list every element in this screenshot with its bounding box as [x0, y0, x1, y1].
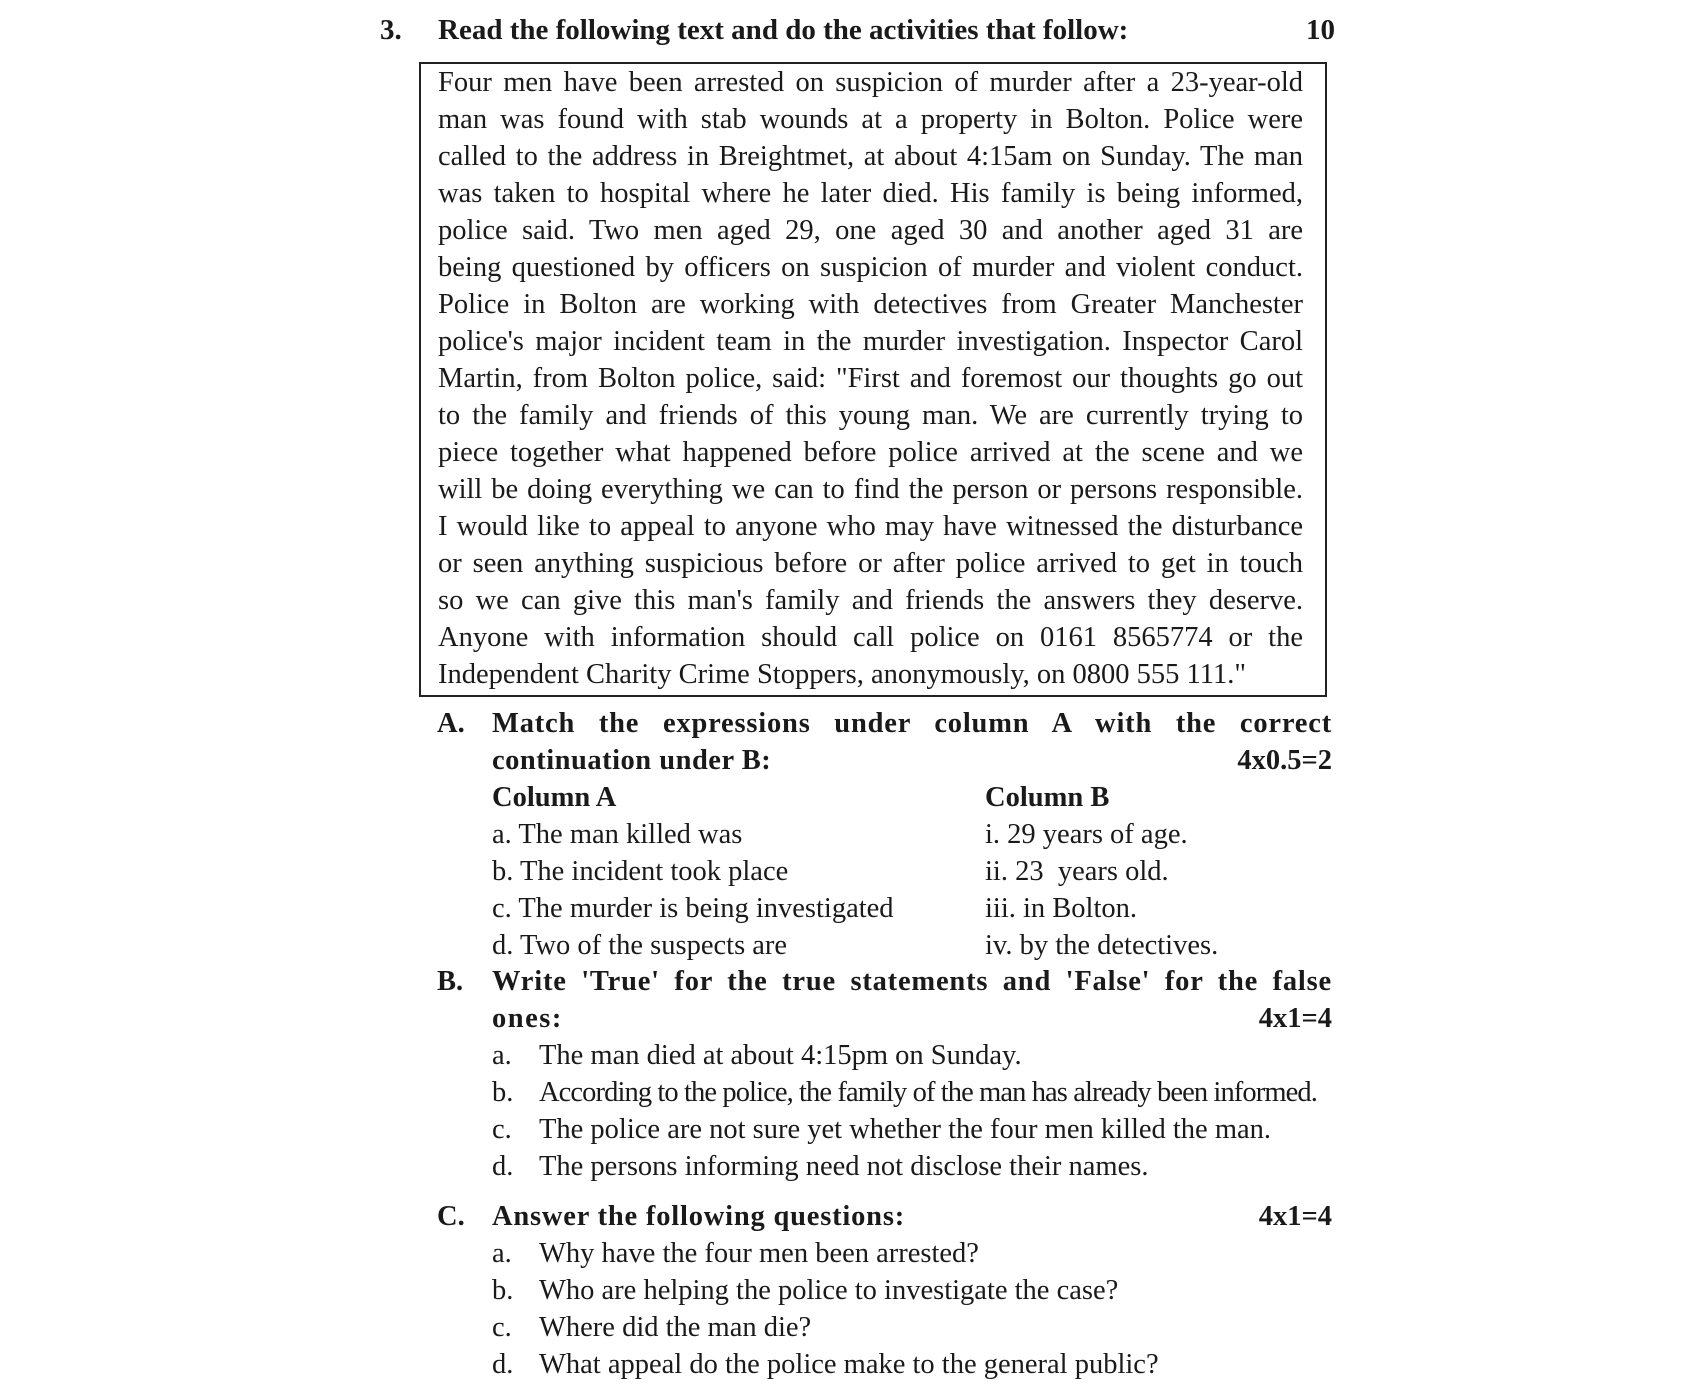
- section-a-instruction-line1: Match the expressions under column A with the correct: [492, 708, 1332, 739]
- section-c-item-letter: d.: [492, 1349, 514, 1380]
- passage-line: man was found with stab wounds at a property in Bolton. Police were: [438, 104, 1303, 135]
- section-b-item-letter: d.: [492, 1151, 514, 1182]
- passage-line: police said. Two men aged 29, one aged 30 and another aged 31 are: [438, 215, 1303, 246]
- passage-line: being questioned by officers on suspicion of murder and violent conduct.: [438, 252, 1303, 283]
- question-number: 3.: [380, 14, 402, 46]
- passage-line: will be doing everything we can to find the person or persons responsible.: [438, 474, 1303, 505]
- column-a-item: c. The murder is being investigated: [492, 893, 894, 924]
- passage-line: I would like to appeal to anyone who may have witnessed the disturbance: [438, 511, 1303, 542]
- section-c-title: Answer the following questions:: [492, 1201, 906, 1232]
- section-b-item-text: The police are not sure yet whether the four men killed the man.: [539, 1114, 1272, 1145]
- passage-line: or seen anything suspicious before or after police arrived to get in touch: [438, 548, 1303, 579]
- passage-line: called to the address in Breightmet, at about 4:15am on Sunday. The man: [438, 141, 1303, 172]
- passage-line: piece together what happened before police arrived at the scene and we: [438, 437, 1303, 468]
- section-b-item-letter: a.: [492, 1040, 512, 1071]
- section-c-item-letter: b.: [492, 1275, 514, 1306]
- passage-line: police's major incident team in the murder investigation. Inspector Carol: [438, 326, 1303, 357]
- question-marks: 10: [1306, 14, 1335, 46]
- column-b-item: iv. by the detectives.: [985, 930, 1219, 961]
- passage-line: to the family and friends of this young man. We are currently trying to: [438, 400, 1303, 431]
- section-b-item-text: The man died at about 4:15pm on Sunday.: [539, 1040, 1022, 1071]
- passage-line: Martin, from Bolton police, said: "First and foremost our thoughts go out: [438, 363, 1303, 394]
- section-b-instruction-line1: Write 'True' for the true statements and 'False' for the false: [492, 966, 1332, 997]
- passage-line: so we can give this man's family and friends the answers they deserve.: [438, 585, 1303, 616]
- section-c-item-text: What appeal do the police make to the general public?: [539, 1349, 1159, 1380]
- column-a-item: a. The man killed was: [492, 819, 743, 850]
- section-b-instruction-line2: ones:: [492, 1003, 563, 1034]
- section-c-item-text: Why have the four men been arrested?: [539, 1238, 979, 1269]
- passage-line: was taken to hospital where he later died. His family is being informed,: [438, 178, 1303, 209]
- column-a-header: Column A: [492, 782, 617, 813]
- section-c-item-letter: c.: [492, 1312, 512, 1343]
- section-b-letter: B.: [437, 966, 464, 997]
- section-a-marks: 4x0.5=2: [1237, 745, 1332, 776]
- section-c-item-text: Who are helping the police to investigate the case?: [539, 1275, 1119, 1306]
- passage-line: Independent Charity Crime Stoppers, anonymously, on 0800 555 111.": [438, 659, 1246, 690]
- section-b-item-letter: c.: [492, 1114, 512, 1145]
- section-c-letter: C.: [437, 1201, 465, 1232]
- section-a-letter: A.: [437, 708, 465, 739]
- section-b-item-text: According to the police, the family of the man has already been informed.: [539, 1077, 1317, 1108]
- column-b-item: ii. 23 years old.: [985, 856, 1169, 887]
- column-a-item: b. The incident took place: [492, 856, 789, 887]
- section-c-item-letter: a.: [492, 1238, 512, 1269]
- passage-line: Police in Bolton are working with detectives from Greater Manchester: [438, 289, 1303, 320]
- passage-box: [419, 62, 1327, 697]
- column-b-header: Column B: [985, 782, 1110, 813]
- section-c-marks: 4x1=4: [1258, 1201, 1332, 1232]
- section-b-marks: 4x1=4: [1258, 1003, 1332, 1034]
- section-a-instruction-line2: continuation under B:: [492, 745, 772, 776]
- passage-line: Four men have been arrested on suspicion of murder after a 23-year-old: [438, 67, 1303, 98]
- question-instruction: Read the following text and do the activities that follow:: [438, 14, 1129, 46]
- section-c-item-text: Where did the man die?: [539, 1312, 812, 1343]
- passage-line: Anyone with information should call police on 0161 8565774 or the: [438, 622, 1303, 653]
- column-a-item: d. Two of the suspects are: [492, 930, 788, 961]
- section-b-item-text: The persons informing need not disclose their names.: [539, 1151, 1149, 1182]
- column-b-item: iii. in Bolton.: [985, 893, 1138, 924]
- section-b-item-letter: b.: [492, 1077, 514, 1108]
- column-b-item: i. 29 years of age.: [985, 819, 1188, 850]
